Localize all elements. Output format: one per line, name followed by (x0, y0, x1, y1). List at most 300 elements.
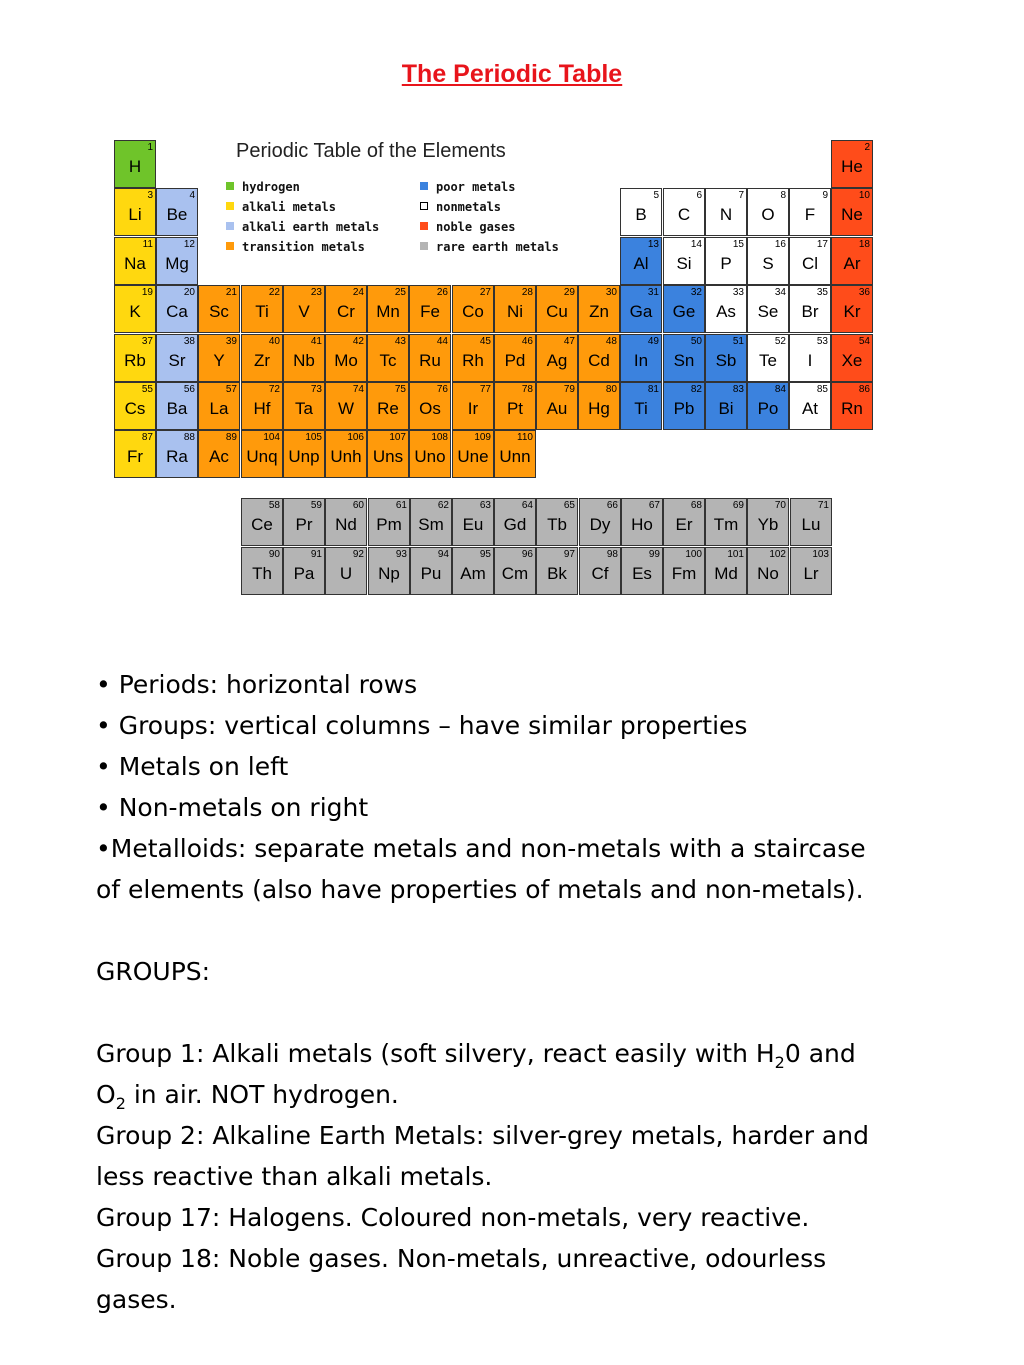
element-ta-73 (283, 382, 325, 430)
element-symbol: W (337, 399, 355, 418)
element-ga-31 (620, 285, 662, 333)
atomic-number: 100 (685, 549, 702, 560)
atomic-number: 21 (225, 287, 237, 298)
element-symbol: Y (213, 351, 225, 370)
element-symbol: Ti (255, 302, 269, 321)
element-symbol: Li (128, 205, 142, 224)
element-symbol: Es (632, 564, 652, 583)
element-symbol: Mo (334, 351, 358, 370)
element-te-52 (747, 334, 789, 382)
element-ti-22 (241, 285, 283, 333)
element-symbol: At (801, 399, 819, 418)
atomic-number: 79 (563, 384, 575, 395)
element-ne-10 (831, 188, 873, 236)
element-symbol: Ce (251, 515, 273, 534)
atomic-number: 48 (605, 336, 617, 347)
element-symbol: Yb (757, 515, 779, 534)
atomic-number: 109 (474, 432, 491, 443)
element-symbol: Fe (420, 302, 440, 321)
atomic-number: 2 (864, 142, 870, 153)
element-uno-108 (409, 430, 451, 478)
element-eu-63 (452, 498, 494, 546)
element-sn-50 (663, 334, 705, 382)
element-al-13 (620, 237, 662, 285)
element-symbol: Cf (591, 564, 609, 583)
atomic-number: 49 (647, 336, 659, 347)
atomic-number: 78 (521, 384, 533, 395)
group1-text-a: Group 1: Alkali metals (soft silvery, react easily with H (96, 1039, 775, 1068)
element-ag-47 (536, 334, 578, 382)
legend-swatch (226, 222, 234, 230)
element-fm-100 (663, 547, 705, 595)
atomic-number: 83 (732, 384, 744, 395)
element-ni-28 (494, 285, 536, 333)
group1-text-c: O (96, 1080, 116, 1109)
element-symbol: Cl (801, 254, 819, 273)
element-symbol: Ac (209, 447, 229, 466)
element-mo-42 (325, 334, 367, 382)
element-symbol: Ba (166, 399, 188, 418)
element-u-92 (325, 547, 367, 595)
element-symbol: Re (377, 399, 399, 418)
legend-item-hydrogen (226, 180, 300, 194)
element-n-7 (705, 188, 747, 236)
atomic-number: 28 (521, 287, 533, 298)
atomic-number: 46 (521, 336, 533, 347)
atomic-number: 58 (268, 500, 280, 511)
note-metals: • Metals on left (96, 752, 289, 781)
element-symbol: Ti (634, 399, 648, 418)
element-unp-105 (283, 430, 325, 478)
element-symbol: Al (633, 254, 649, 273)
element-symbol: Fr (126, 447, 144, 466)
atomic-number: 41 (310, 336, 322, 347)
element-pd-46 (494, 334, 536, 382)
element-symbol: Ge (672, 302, 696, 321)
element-he-2 (831, 140, 873, 188)
element-c-6 (663, 188, 705, 236)
atomic-number: 52 (774, 336, 786, 347)
atomic-number: 14 (690, 239, 702, 250)
atomic-number: 12 (183, 239, 195, 250)
atomic-number: 37 (141, 336, 153, 347)
element-unq-104 (241, 430, 283, 478)
atomic-number: 42 (352, 336, 364, 347)
element-symbol: Ne (841, 205, 863, 224)
atomic-number: 63 (479, 500, 491, 511)
element-np-93 (368, 547, 410, 595)
atomic-number: 17 (816, 239, 828, 250)
element-symbol: Ho (631, 515, 653, 534)
group1-subscript-1: 2 (774, 1053, 785, 1072)
element-symbol: Cr (337, 302, 355, 321)
element-symbol: C (677, 205, 691, 224)
atomic-number: 61 (395, 500, 407, 511)
element-bi-83 (705, 382, 747, 430)
element-nb-41 (283, 334, 325, 382)
atomic-number: 22 (268, 287, 280, 298)
atomic-number: 38 (183, 336, 195, 347)
element-cs-55 (114, 382, 156, 430)
atomic-number: 60 (352, 500, 364, 511)
element-i-53 (789, 334, 831, 382)
element-symbol: Am (460, 564, 486, 583)
element-symbol: Rh (462, 351, 484, 370)
element-pm-61 (368, 498, 410, 546)
atomic-number: 44 (436, 336, 448, 347)
atomic-number: 45 (479, 336, 491, 347)
element-symbol: Be (166, 205, 188, 224)
element-tb-65 (536, 498, 578, 546)
atomic-number: 90 (268, 549, 280, 560)
element-symbol: Cm (501, 564, 529, 583)
atomic-number: 19 (141, 287, 153, 298)
element-fr-87 (114, 430, 156, 478)
atomic-number: 8 (780, 190, 786, 201)
element-symbol: Xe (841, 351, 863, 370)
element-symbol: Si (676, 254, 692, 273)
legend-label: alkali earth metals (242, 220, 380, 234)
atomic-number: 80 (605, 384, 617, 395)
atomic-number: 64 (521, 500, 533, 511)
element-symbol: Pd (504, 351, 526, 370)
element-symbol: Nb (293, 351, 315, 370)
atomic-number: 70 (774, 500, 786, 511)
atomic-number: 110 (517, 432, 533, 443)
element-la-57 (198, 382, 240, 430)
element-uns-107 (367, 430, 409, 478)
element-symbol: H (128, 157, 142, 176)
legend-label: noble gases (436, 220, 516, 234)
atomic-number: 68 (690, 500, 702, 511)
element-am-95 (452, 547, 494, 595)
legend-item-nonmetal (420, 200, 501, 214)
element-pt-78 (494, 382, 536, 430)
element-symbol: Pt (506, 399, 524, 418)
element-ca-20 (156, 285, 198, 333)
element-os-76 (409, 382, 451, 430)
element-mn-25 (367, 285, 409, 333)
element-es-99 (621, 547, 663, 595)
element-symbol: Pb (673, 399, 695, 418)
element-ge-32 (663, 285, 705, 333)
element-ar-18 (831, 237, 873, 285)
notes (96, 664, 966, 1320)
element-pa-91 (283, 547, 325, 595)
element-symbol: Ra (166, 447, 188, 466)
atomic-number: 81 (647, 384, 659, 395)
element-symbol: I (807, 351, 813, 370)
element-symbol: S (762, 254, 774, 273)
element-symbol: Ni (506, 302, 524, 321)
element-symbol: Sb (715, 351, 737, 370)
element-symbol: Mn (376, 302, 400, 321)
element-symbol: Th (252, 564, 272, 583)
element-w-74 (325, 382, 367, 430)
element-pu-94 (410, 547, 452, 595)
element-symbol: Uno (414, 447, 446, 466)
element-symbol: N (719, 205, 733, 224)
element-sr-38 (156, 334, 198, 382)
element-no-102 (747, 547, 789, 595)
group1-text-b: 0 and (784, 1039, 856, 1068)
element-gd-64 (494, 498, 536, 546)
element-symbol: Kr (843, 302, 861, 321)
legend-item-poor (420, 180, 515, 194)
element-symbol: Na (124, 254, 146, 273)
atomic-number: 89 (225, 432, 237, 443)
element-hg-80 (578, 382, 620, 430)
element-f-9 (789, 188, 831, 236)
atomic-number: 62 (437, 500, 449, 511)
atomic-number: 101 (727, 549, 744, 560)
group18-line1: Group 18: Noble gases. Non-metals, unreactive, odourless (96, 1244, 827, 1273)
atomic-number: 9 (822, 190, 828, 201)
element-symbol: La (209, 399, 229, 418)
atomic-number: 32 (690, 287, 702, 298)
element-s-16 (747, 237, 789, 285)
legend-swatch (420, 182, 428, 190)
element-symbol: Te (759, 351, 777, 370)
element-symbol: Po (757, 399, 779, 418)
element-symbol: Lr (803, 564, 819, 583)
element-symbol: Ga (629, 302, 653, 321)
element-symbol: Ar (843, 254, 861, 273)
atomic-number: 33 (732, 287, 744, 298)
element-yb-70 (747, 498, 789, 546)
atomic-number: 4 (189, 190, 195, 201)
atomic-number: 72 (268, 384, 280, 395)
group18-line2: gases. (96, 1285, 177, 1314)
atomic-number: 11 (142, 239, 153, 250)
atomic-number: 75 (394, 384, 406, 395)
element-symbol: Nd (335, 515, 357, 534)
element-ti-81 (620, 382, 662, 430)
atomic-number: 5 (653, 190, 659, 201)
element-symbol: Rb (124, 351, 146, 370)
element-symbol: Rn (841, 399, 863, 418)
legend-label: rare earth metals (436, 240, 559, 254)
atomic-number: 106 (347, 432, 364, 443)
element-symbol: B (635, 205, 647, 224)
element-rh-45 (452, 334, 494, 382)
legend-label: alkali metals (242, 200, 336, 214)
element-zr-40 (241, 334, 283, 382)
atomic-number: 57 (225, 384, 237, 395)
groups-heading: GROUPS: (96, 957, 211, 986)
element-symbol: Br (801, 302, 819, 321)
atomic-number: 86 (858, 384, 870, 395)
element-as-33 (705, 285, 747, 333)
element-symbol: Ca (166, 302, 188, 321)
atomic-number: 108 (431, 432, 448, 443)
atomic-number: 26 (436, 287, 448, 298)
atomic-number: 54 (858, 336, 870, 347)
atomic-number: 13 (647, 239, 659, 250)
element-re-75 (367, 382, 409, 430)
element-ce-58 (241, 498, 283, 546)
atomic-number: 30 (605, 287, 617, 298)
atomic-number: 65 (563, 500, 575, 511)
atomic-number: 20 (183, 287, 195, 298)
atomic-number: 82 (690, 384, 702, 395)
atomic-number: 99 (648, 549, 660, 560)
atomic-number: 97 (563, 549, 575, 560)
element-br-35 (789, 285, 831, 333)
element-symbol: Pm (376, 515, 402, 534)
note-metalloids-line1: •Metalloids: separate metals and non-metals with a staircase (96, 834, 866, 863)
atomic-number: 98 (606, 549, 618, 560)
element-cr-24 (325, 285, 367, 333)
atomic-number: 50 (690, 336, 702, 347)
legend-item-rare (420, 240, 559, 254)
atomic-number: 53 (816, 336, 828, 347)
element-symbol: Unh (330, 447, 362, 466)
element-tc-43 (367, 334, 409, 382)
element-symbol: Unn (499, 447, 531, 466)
element-symbol: K (129, 302, 141, 321)
atomic-number: 25 (394, 287, 406, 298)
legend-label: poor metals (436, 180, 516, 194)
element-symbol: Ta (295, 399, 313, 418)
element-unn-110 (494, 430, 536, 478)
atomic-number: 92 (352, 549, 364, 560)
atomic-number: 104 (263, 432, 280, 443)
element-symbol: Sm (418, 515, 444, 534)
element-symbol: As (716, 302, 736, 321)
atomic-number: 94 (437, 549, 449, 560)
element-symbol: Tb (547, 515, 567, 534)
element-symbol: Pa (293, 564, 315, 583)
element-md-101 (705, 547, 747, 595)
element-symbol: Zr (253, 351, 271, 370)
element-symbol: Md (714, 564, 738, 583)
element-symbol: Dy (589, 515, 611, 534)
element-h-1 (114, 140, 156, 188)
element-mg-12 (156, 237, 198, 285)
element-symbol: Lu (801, 515, 821, 534)
element-rn-86 (831, 382, 873, 430)
periodic-table-caption: Periodic Table of the Elements (236, 140, 506, 162)
element-symbol: Pu (420, 564, 442, 583)
element-cu-29 (536, 285, 578, 333)
element-li-3 (114, 188, 156, 236)
element-fe-26 (409, 285, 451, 333)
element-symbol: Cd (588, 351, 610, 370)
element-symbol: No (757, 564, 779, 583)
element-hf-72 (241, 382, 283, 430)
element-une-109 (452, 430, 494, 478)
atomic-number: 51 (732, 336, 744, 347)
element-at-85 (789, 382, 831, 430)
atomic-number: 36 (858, 287, 870, 298)
element-symbol: Os (419, 399, 441, 418)
element-symbol: Tc (379, 351, 397, 370)
atomic-number: 84 (774, 384, 786, 395)
element-symbol: Tm (713, 515, 739, 534)
legend-label: transition metals (242, 240, 365, 254)
element-symbol: Uns (372, 447, 404, 466)
atomic-number: 103 (812, 549, 829, 560)
atomic-number: 15 (732, 239, 744, 250)
legend-label: nonmetals (436, 200, 502, 214)
element-symbol: V (298, 302, 310, 321)
element-lu-71 (790, 498, 832, 546)
element-cd-48 (578, 334, 620, 382)
atomic-number: 40 (268, 336, 280, 347)
element-o-8 (747, 188, 789, 236)
atomic-number: 85 (816, 384, 828, 395)
element-symbol: O (761, 205, 775, 224)
element-symbol: Se (757, 302, 779, 321)
atomic-number: 76 (436, 384, 448, 395)
element-symbol: Bk (547, 564, 567, 583)
atomic-number: 56 (183, 384, 195, 395)
group1-subscript-2: 2 (115, 1094, 126, 1113)
atomic-number: 47 (563, 336, 575, 347)
atomic-number: 69 (732, 500, 744, 511)
element-be-4 (156, 188, 198, 236)
element-si-14 (663, 237, 705, 285)
element-er-68 (663, 498, 705, 546)
element-symbol: P (720, 254, 732, 273)
group17-line: Group 17: Halogens. Coloured non-metals, very reactive. (96, 1203, 810, 1232)
element-sc-21 (198, 285, 240, 333)
element-symbol: Mg (165, 254, 189, 273)
legend-swatch (420, 222, 428, 230)
element-dy-66 (579, 498, 621, 546)
element-ho-67 (621, 498, 663, 546)
element-symbol: Bi (718, 399, 734, 418)
group1-text-d: in air. NOT hydrogen. (125, 1080, 399, 1109)
atomic-number: 35 (816, 287, 828, 298)
element-v-23 (283, 285, 325, 333)
note-metalloids-line2: of elements (also have properties of metals and non-metals). (96, 875, 864, 904)
element-k-19 (114, 285, 156, 333)
element-ba-56 (156, 382, 198, 430)
element-symbol: Hf (253, 399, 271, 418)
element-cm-96 (494, 547, 536, 595)
legend-item-noble (420, 220, 515, 234)
atomic-number: 3 (147, 190, 153, 201)
element-cl-17 (789, 237, 831, 285)
atomic-number: 29 (563, 287, 575, 298)
legend-swatch (226, 182, 234, 190)
element-zn-30 (578, 285, 620, 333)
element-sb-51 (705, 334, 747, 382)
atomic-number: 27 (479, 287, 491, 298)
atomic-number: 18 (858, 239, 870, 250)
element-symbol: F (804, 205, 816, 224)
group2-line2: less reactive than alkali metals. (96, 1162, 493, 1191)
legend-swatch (226, 202, 234, 210)
element-symbol: Cs (124, 399, 146, 418)
element-p-15 (705, 237, 747, 285)
atomic-number: 43 (394, 336, 406, 347)
element-symbol: U (339, 564, 353, 583)
element-symbol: Gd (503, 515, 527, 534)
element-xe-54 (831, 334, 873, 382)
note-groups: • Groups: vertical columns – have similar properties (96, 711, 748, 740)
element-ac-89 (198, 430, 240, 478)
element-symbol: Sr (168, 351, 186, 370)
element-symbol: Unp (288, 447, 320, 466)
element-nd-60 (325, 498, 367, 546)
element-symbol: Sc (209, 302, 229, 321)
element-symbol: Fm (671, 564, 697, 583)
periodic-table (0, 0, 1024, 620)
element-symbol: Pr (295, 515, 313, 534)
